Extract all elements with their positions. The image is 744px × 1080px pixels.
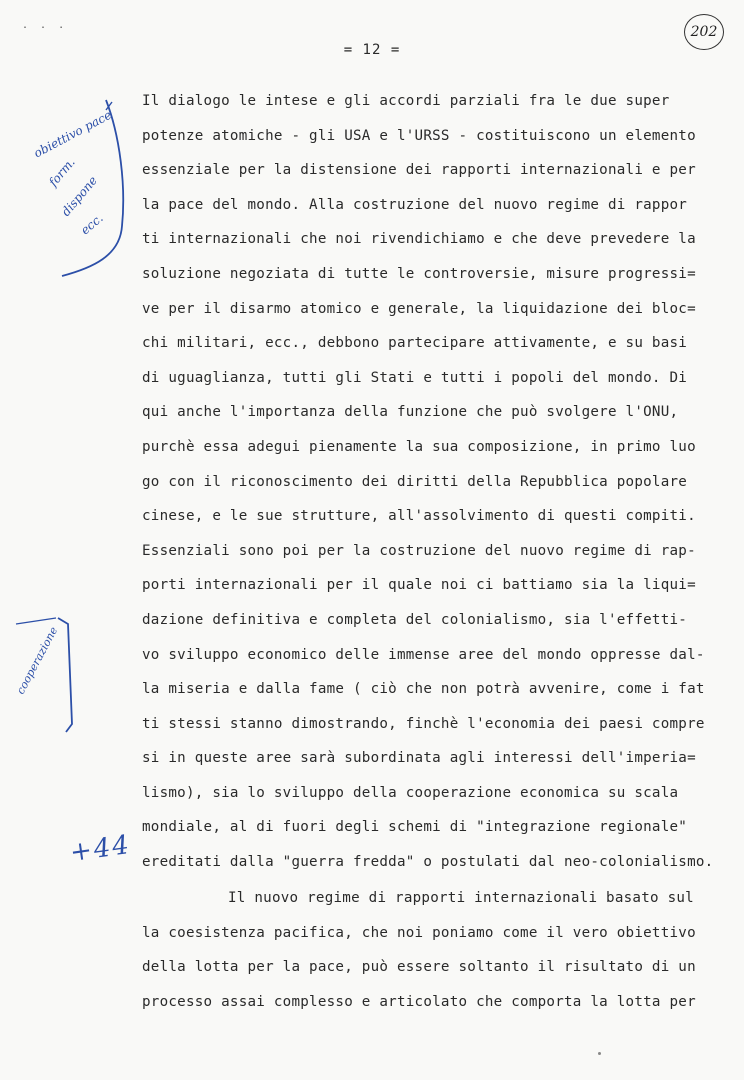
text-line: essenziale per la distensione dei rapporti internazionali e per [142,162,696,179]
handwritten-note-top-line: obiettivo pace [31,107,114,161]
page-number: = 12 = [343,42,401,58]
text-line: Il dialogo le intese e gli accordi parziali fra le due super [142,93,670,109]
handwritten-number: +44 [68,829,133,869]
handwritten-note-middle-text: cooperazione [13,624,61,697]
text-line: porti internazionali per il quale noi ci battiamo sia la liqui= [142,577,696,594]
text-line: ti internazionali che noi rivendichiamo e che deve prevedere la [142,231,696,248]
scan-speck [598,1052,601,1055]
handwritten-note-top-line: form. [46,155,78,190]
corner-marks: . . . [22,20,68,31]
text-line: si in queste aree sarà subordinata agli interessi dell'imperia= [142,750,696,767]
handwritten-note-top [22,96,142,286]
archive-stamp: 202 [684,14,724,50]
text-line: ve per il disarmo atomico e generale, la liquidazione dei bloc= [142,300,696,317]
text-line: chi militari, ecc., debbono partecipare attivamente, e su basi [142,335,688,352]
text-line: cinese, e le sue strutture, all'assolvimento di questi compiti. [142,508,696,525]
handwritten-note-top-line: dispone [58,173,100,219]
text-line: purchè essa adegui pienamente la sua composizione, in primo luo [142,438,696,455]
text-line: ti stessi stanno dimostrando, finchè l'economia dei paesi compre [142,715,705,732]
paragraph-2 [142,881,717,1019]
text-line: la miseria e dalla fame ( ciò che non potrà avvenire, come i fat [142,681,705,698]
text-line: go con il riconoscimento dei diritti della Repubblica popolare [142,473,688,490]
text-line: la coesistenza pacifica, che noi poniamo come il vero obiettivo [142,924,696,941]
text-line: Essenziali sono poi per la costruzione del nuovo regime di rap- [142,542,696,559]
text-line: ereditati dalla "guerra fredda" o postulati dal neo-colonialismo. [142,854,714,871]
text-line: dazione definitiva e completa del colonialismo, sia l'effetti- [142,611,688,628]
text-line: la pace del mondo. Alla costruzione del nuovo regime di rappor [142,196,688,213]
text-line: qui anche l'importanza della funzione che può svolgere l'ONU, [142,404,679,421]
text-line: lismo), sia lo sviluppo della cooperazione economica su scala [142,784,679,801]
handwritten-note-top-line: ecc. [78,210,106,238]
handwritten-note-middle [6,610,86,740]
text-line: potenze atomiche - gli USA e l'URSS - costituiscono un elemento [142,127,696,144]
text-line: della lotta per la pace, può essere soltanto il risultato di un [142,959,696,976]
text-line: processo assai complesso e articolato che comporta la lotta per [142,993,696,1010]
text-line: di uguaglianza, tutti gli Stati e tutti i popoli del mondo. Di [142,369,688,386]
paragraph-1 [142,84,717,880]
text-line: soluzione negoziata di tutte le controversie, misure progressi= [142,265,696,282]
text-line: vo sviluppo economico delle immense aree del mondo oppresse dal- [142,646,705,663]
text-line: Il nuovo regime di rapporti internazionali basato sul [228,890,694,906]
text-line: mondiale, al di fuori degli schemi di "integrazione regionale" [142,819,688,836]
